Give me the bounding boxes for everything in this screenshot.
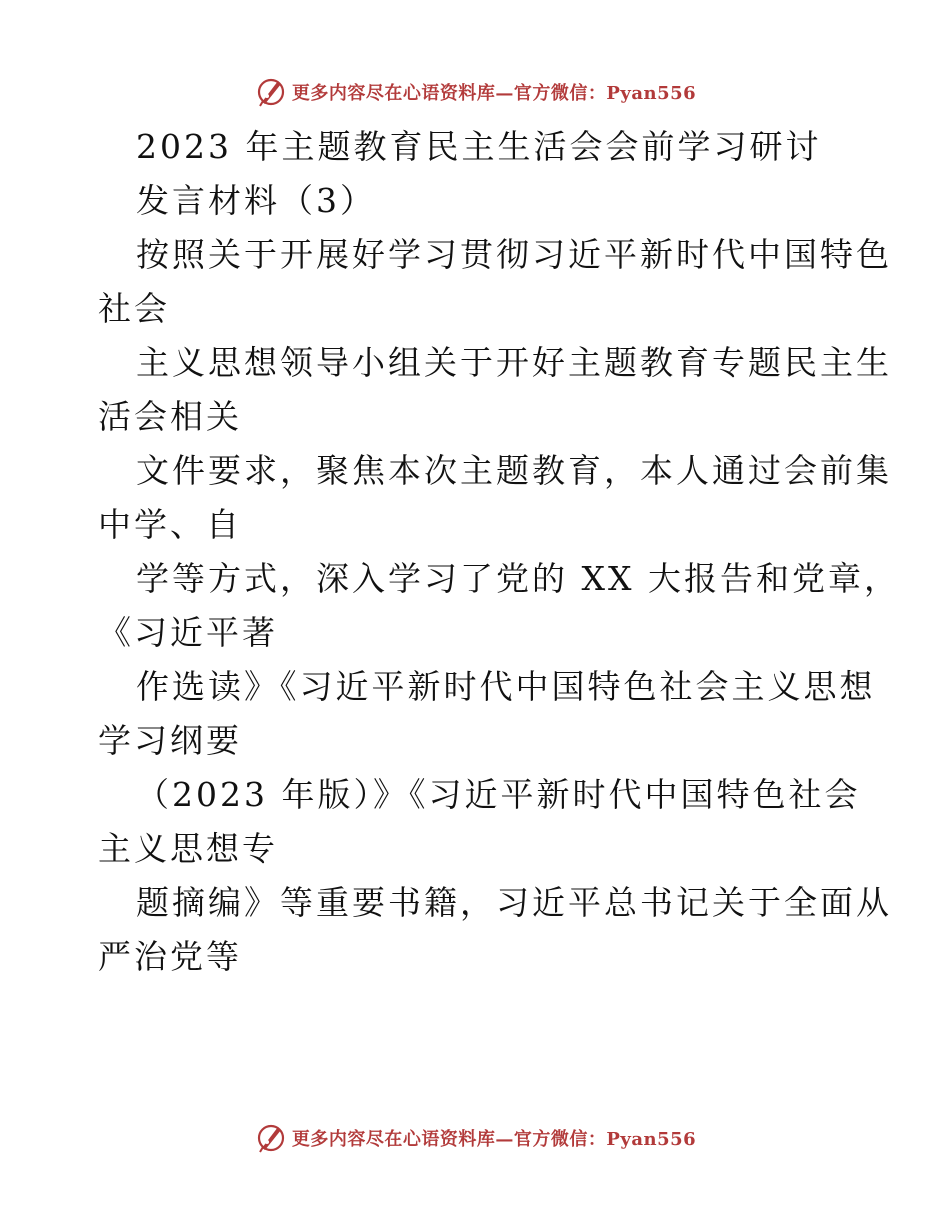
- text-line: 学习纲要: [98, 721, 242, 760]
- header-banner: [0, 72, 950, 112]
- text-line: 严治党等: [98, 937, 242, 976]
- text-line: 主义思想专: [98, 829, 278, 868]
- header-banner-text: 更多内容尽在心语资料库—官方微信：Pyan556: [291, 83, 697, 104]
- text-line: 主义思想领导小组关于开好主题教育专题民主生: [136, 343, 892, 382]
- footer-banner: [0, 1118, 950, 1158]
- text-line: （2023 年版）》《习近平新时代中国特色社会: [136, 775, 861, 814]
- text-line: 发言材料（3）: [136, 181, 376, 220]
- text-line: 中学、自: [98, 505, 242, 544]
- footer-banner-text: 更多内容尽在心语资料库—官方微信：Pyan556: [291, 1129, 697, 1150]
- quill-pen-circle-icon: [254, 1121, 288, 1155]
- document-body: [98, 120, 900, 984]
- text-line: 文件要求，聚焦本次主题教育，本人通过会前集: [136, 451, 892, 490]
- quill-pen-circle-icon: [254, 75, 288, 109]
- text-line: 《习近平著: [98, 613, 278, 652]
- text-line: 作选读》《习近平新时代中国特色社会主义思想: [136, 667, 876, 706]
- text-line: 学等方式，深入学习了党的 XX 大报告和党章，: [136, 559, 900, 598]
- text-line: 题摘编》等重要书籍，习近平总书记关于全面从: [136, 883, 892, 922]
- text-line: 2023 年主题教育民主生活会会前学习研讨: [136, 127, 822, 166]
- text-line: 按照关于开展好学习贯彻习近平新时代中国特色: [136, 235, 892, 274]
- text-line: 活会相关: [98, 397, 242, 436]
- text-line: 社会: [98, 289, 170, 328]
